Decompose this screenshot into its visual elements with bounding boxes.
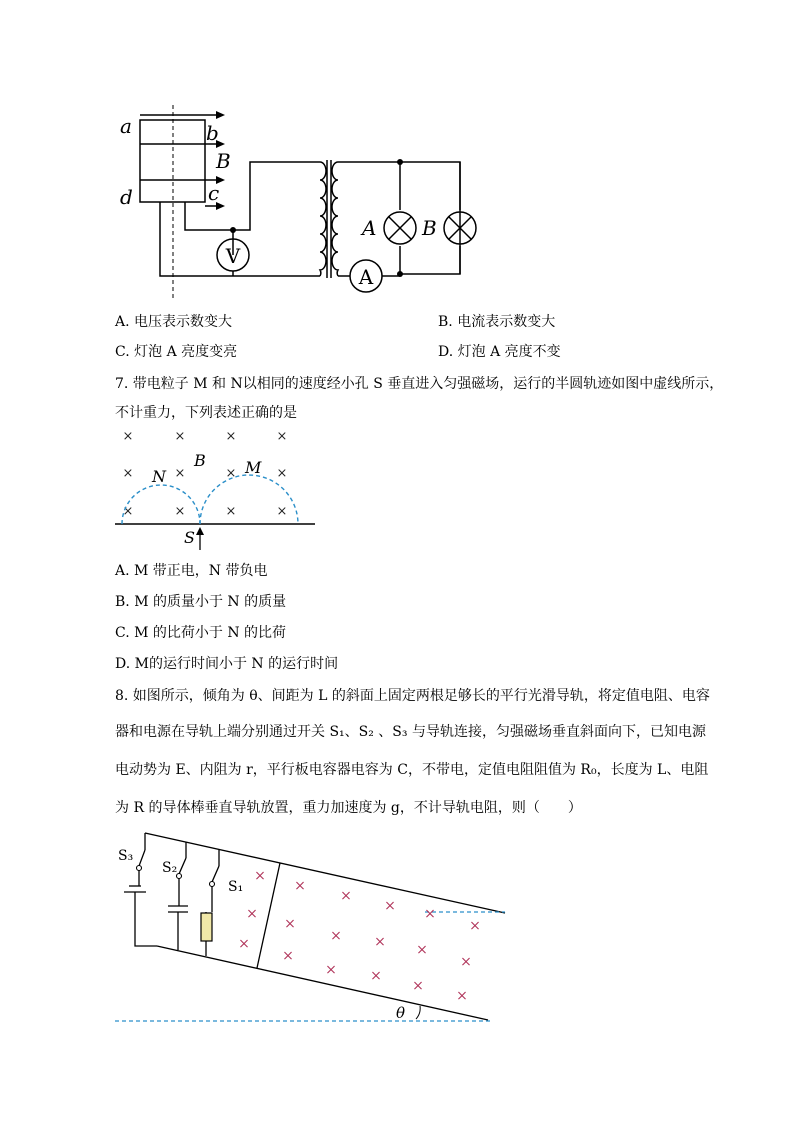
- switch-s2-label: S₂: [162, 860, 178, 876]
- field-cross: ×: [330, 928, 342, 944]
- inclined-rail-figure: [110, 828, 520, 1028]
- field-cross: ×: [276, 466, 288, 481]
- field-cross: ×: [225, 466, 237, 481]
- field-cross: ×: [254, 868, 266, 884]
- q8-stem-line1: 8. 如图所示，倾角为 θ、间距为 L 的斜面上固定两根足够长的平行光滑导轨，将定值电阻、电容: [115, 688, 710, 704]
- q8-stem-line2: 器和电源在导轨上端分别通过开关 S₁、S₂ 、S₃ 与导轨连接，匀强磁场垂直斜面向下，已知电源: [115, 724, 706, 740]
- field-cross: ×: [424, 906, 436, 922]
- q6-option-d: D. 灯泡 A 亮度不变: [438, 344, 561, 360]
- transformer-circuit-figure: [110, 100, 490, 300]
- field-cross: ×: [294, 878, 306, 894]
- field-cross: ×: [122, 466, 134, 481]
- field-cross: ×: [122, 429, 134, 444]
- field-cross: ×: [282, 948, 294, 964]
- q7-option-c: C. M 的比荷小于 N 的比荷: [115, 625, 287, 641]
- field-cross: ×: [456, 988, 468, 1004]
- field-cross: ×: [174, 429, 186, 444]
- label-B-field: B: [216, 149, 231, 173]
- field-cross: ×: [284, 916, 296, 932]
- field-cross: ×: [238, 936, 250, 952]
- field-cross: ×: [225, 504, 237, 519]
- q7-option-a: A. M 带正电，N 带负电: [115, 563, 268, 579]
- magnetic-field-figure: [110, 425, 325, 553]
- field-cross: ×: [384, 898, 396, 914]
- field-cross: ×: [276, 429, 288, 444]
- particle-m-label: M: [245, 458, 262, 477]
- field-cross: ×: [325, 962, 337, 978]
- q6-option-c: C. 灯泡 A 亮度变亮: [115, 344, 238, 360]
- trajectory-n: [122, 485, 200, 524]
- resistor-r0: [201, 913, 212, 941]
- lamp-b-label: B: [422, 216, 437, 240]
- field-cross: ×: [374, 934, 386, 950]
- label-c: c: [208, 181, 220, 205]
- theta-label: θ: [396, 1004, 406, 1022]
- field-b-label: B: [194, 451, 206, 470]
- field-cross: ×: [460, 954, 472, 970]
- lamp-a-label: A: [362, 216, 377, 240]
- field-cross: ×: [416, 942, 428, 958]
- field-cross: ×: [340, 888, 352, 904]
- q6-option-a: A. 电压表示数变大: [115, 314, 233, 330]
- field-cross: ×: [174, 504, 186, 519]
- hole-s-label: S: [184, 528, 195, 547]
- field-cross: ×: [412, 978, 424, 994]
- label-a: a: [120, 114, 132, 138]
- field-cross: ×: [122, 504, 134, 519]
- field-cross: ×: [246, 906, 258, 922]
- q8-stem-line3: 电动势为 E、内阻为 r，平行板电容器电容为 C，不带电，定值电阻阻值为 R₀，长度为 L、电阻: [115, 762, 709, 778]
- q7-option-d: D. M的运行时间小于 N 的运行时间: [115, 656, 339, 672]
- switch-s1-label: S₁: [228, 879, 244, 895]
- label-b: b: [206, 121, 219, 145]
- field-cross: ×: [225, 429, 237, 444]
- field-cross: ×: [174, 466, 186, 481]
- switch-s3-label: S₃: [118, 848, 134, 864]
- field-cross: ×: [370, 968, 382, 984]
- q7-stem-line2: 不计重力，下列表述正确的是: [115, 405, 297, 421]
- q6-option-b: B. 电流表示数变大: [438, 314, 556, 330]
- field-cross: ×: [276, 504, 288, 519]
- q7-option-b: B. M 的质量小于 N 的质量: [115, 594, 287, 610]
- q7-stem-line1: 7. 带电粒子 M 和 N以相同的速度经小孔 S 垂直进入匀强磁场，运行的半圆轨迹如图中虚线所示，: [115, 376, 724, 392]
- field-cross: ×: [469, 918, 481, 934]
- ammeter-label: A: [358, 265, 374, 289]
- voltmeter-label: V: [225, 244, 241, 268]
- q8-stem-line4: 为 R 的导体棒垂直导轨放置，重力加速度为 g，不计导轨电阻，则（ ）: [115, 800, 582, 816]
- label-d: d: [120, 185, 133, 209]
- particle-n-label: N: [152, 467, 166, 486]
